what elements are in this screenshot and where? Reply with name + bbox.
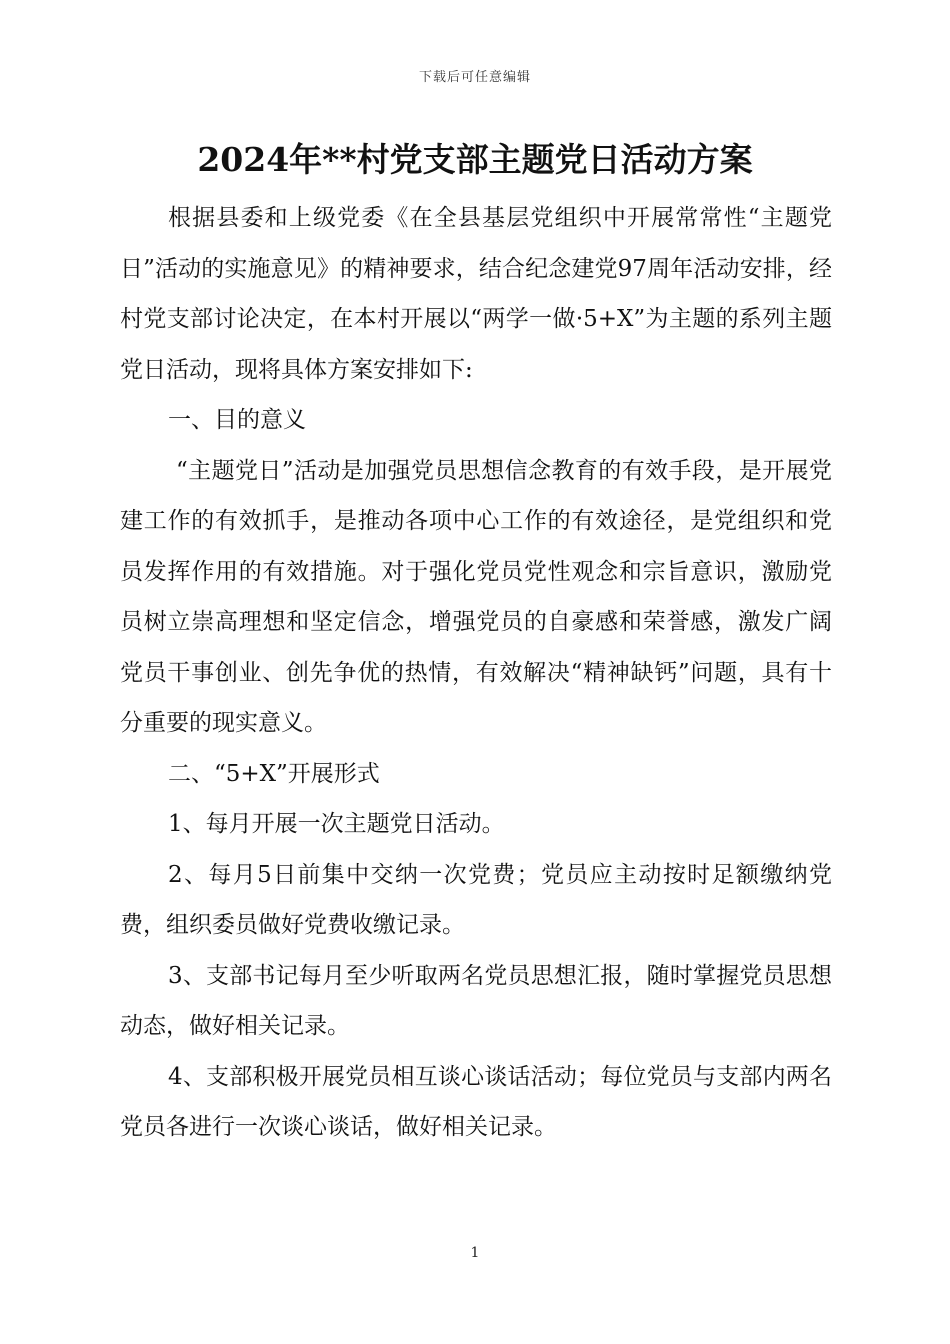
intro-paragraph: 根据县委和上级党委《在全县基层党组织中开展常常性“主题党日”活动的实施意见》的精神要求，结合纪念建党97周年活动安排，经村党支部讨论决定，在本村开展以“两学一做·5+X”为主题的系列主题党日活动，现将具体方案安排如下: xyxy=(120,205,832,383)
page-number: 1 xyxy=(470,1245,480,1261)
list-item-2: 2、每月5日前集中交纳一次党费；党员应主动按时足额缴纳党费，组织委员做好党费收缴记录。 xyxy=(120,861,832,938)
purpose-paragraph: “主题党日”活动是加强党员思想信念教育的有效手段，是开展党建工作的有效抓手，是推动各项中心工作的有效途径，是党组织和党员发挥作用的有效措施。对于强化党员党性观念和宗旨意识，激励党员树立崇高理想和坚定信念，增强党员的自豪感和荣誉感，激发广阔党员干事创业、创先争优的热情，有效解决“精神缺钙”问题，具有十分重要的现实意义。 xyxy=(120,457,832,736)
document-title: 2024年**村党支部主题党日活动方案 xyxy=(197,140,753,179)
document-body xyxy=(120,193,832,1153)
section-heading-purpose: 一、目的意义 xyxy=(168,407,306,433)
list-item-4: 4、支部积极开展党员相互谈心谈话活动；每位党员与支部内两名党员各进行一次谈心谈话，做好相关记录。 xyxy=(120,1063,832,1140)
list-item-3: 3、支部书记每月至少听取两名党员思想汇报，随时掌握党员思想动态，做好相关记录。 xyxy=(120,962,832,1039)
page-header-note: 下载后可任意编辑 xyxy=(418,70,531,85)
section-heading-format: 二、“5+X”开展形式 xyxy=(168,760,380,787)
list-item-1: 1、每月开展一次主题党日活动。 xyxy=(168,811,505,837)
